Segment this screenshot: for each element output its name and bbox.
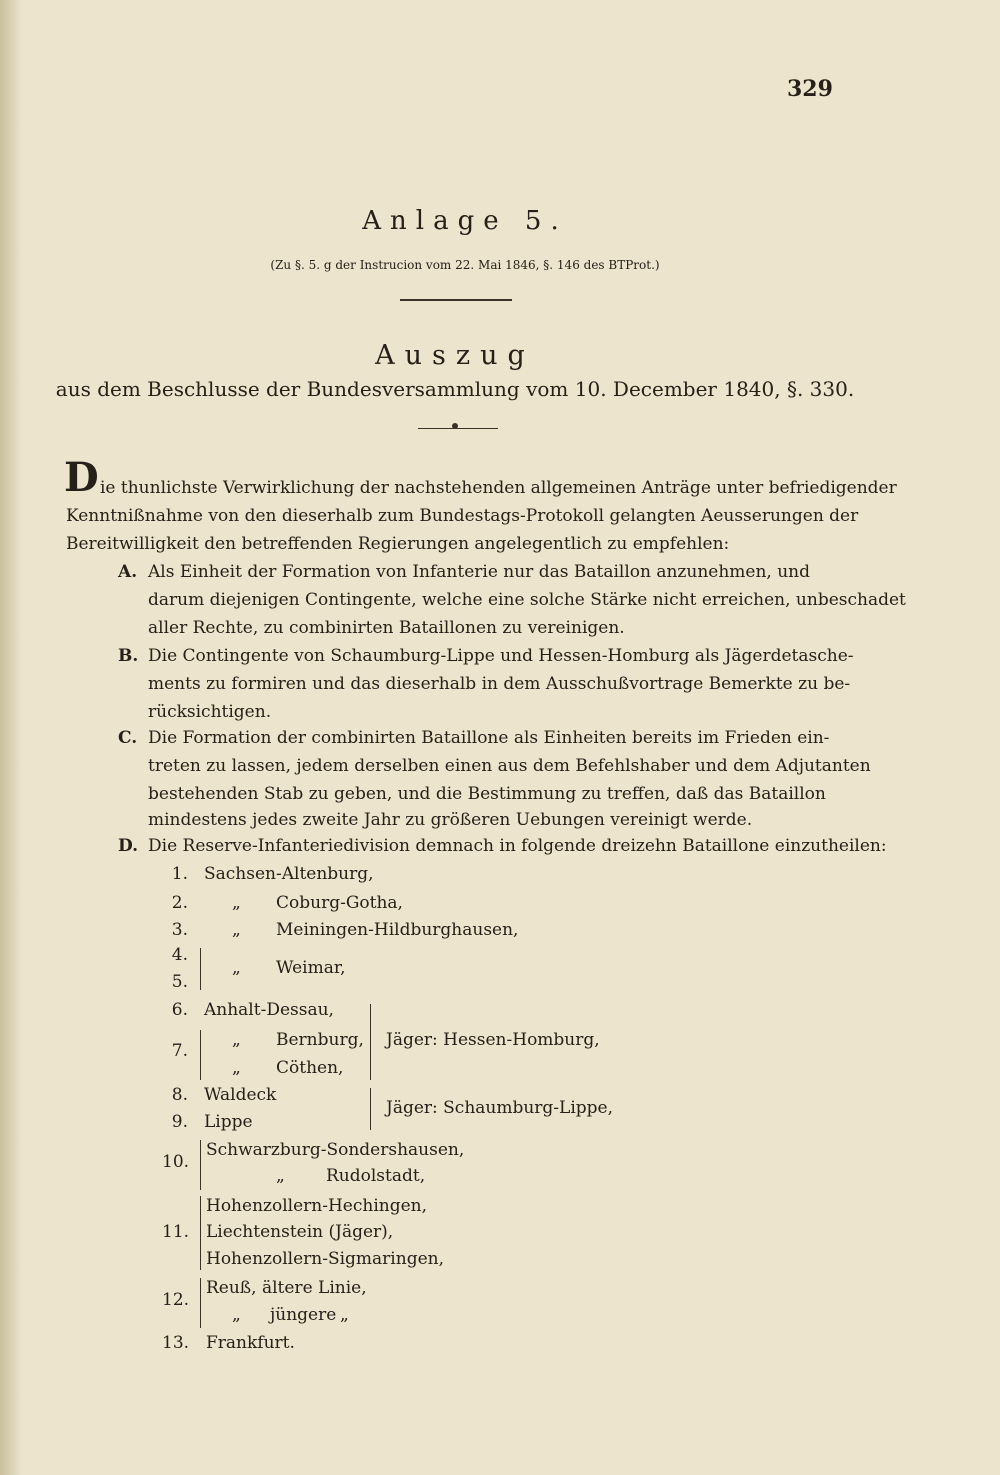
- battalion-name: Coburg-Gotha,: [276, 893, 403, 913]
- battalion-number: 6.: [171, 1000, 188, 1020]
- battalion-number: 8.: [171, 1085, 188, 1105]
- ditto-mark: „: [232, 1305, 241, 1325]
- item-label-a: A.: [118, 562, 138, 582]
- battalion-number: 4.: [171, 945, 188, 965]
- brace: [200, 948, 201, 990]
- item-line: ments zu formiren und das dieserhalb in dem Ausschußvortrage Bemerkte zu be-: [148, 674, 851, 694]
- battalion-number: 11.: [162, 1222, 190, 1242]
- page-number: 329: [787, 76, 833, 102]
- brace: [200, 1278, 201, 1328]
- auszug-title: Auszug: [375, 340, 535, 371]
- item-line: aller Rechte, zu combinirten Bataillonen zu vereinigen.: [148, 618, 625, 638]
- item-line: Als Einheit der Formation von Infanterie nur das Bataillon anzunehmen, und: [148, 562, 811, 582]
- item-line: Die Reserve-Infanteriedivision demnach in folgende dreizehn Bataillone einzutheilen:: [148, 836, 887, 856]
- item-line: rücksichtigen.: [148, 702, 272, 722]
- ditto-mark: „: [232, 893, 241, 913]
- battalion-name: Hohenzollern-Sigmaringen,: [206, 1249, 444, 1269]
- intro-line: ie thunlichste Verwirklichung der nachstehenden allgemeinen Anträge unter befriedigender: [100, 478, 897, 498]
- ornament-rule: [418, 428, 498, 429]
- ditto-mark: „: [340, 1305, 349, 1325]
- battalion-name: Liechtenstein (Jäger),: [206, 1222, 394, 1242]
- item-line: bestehenden Stab zu geben, und die Bestimmung zu treffen, daß das Bataillon: [148, 784, 826, 804]
- auszug-subtitle: aus dem Beschlusse der Bundesversammlung vom 10. December 1840, §. 330.: [55, 377, 855, 401]
- battalion-number: 2.: [171, 893, 188, 913]
- battalion-name: Lippe: [204, 1112, 253, 1132]
- battalion-name: Meiningen-Hildburghausen,: [276, 920, 519, 940]
- item-line: Die Contingente von Schaumburg-Lippe und Hessen-Homburg als Jägerdetasche-: [148, 646, 854, 666]
- drop-cap: D: [64, 454, 99, 501]
- ditto-mark: „: [232, 1058, 241, 1078]
- battalion-number: 3.: [171, 920, 188, 940]
- intro-line: Bereitwilligkeit den betreffenden Regierungen angelegentlich zu empfehlen:: [66, 534, 730, 554]
- item-line: treten zu lassen, jedem derselben einen aus dem Befehlshaber und dem Adjutanten: [148, 756, 871, 776]
- brace: [370, 1088, 371, 1130]
- battalion-number: 13.: [162, 1333, 190, 1353]
- battalion-number: 5.: [171, 972, 188, 992]
- item-label-c: C.: [118, 728, 138, 748]
- jaeger-assignment: Jäger: Schaumburg-Lippe,: [386, 1098, 614, 1118]
- brace: [200, 1196, 201, 1270]
- battalion-name: Schwarzburg-Sondershausen,: [206, 1140, 465, 1160]
- item-line: Die Formation der combinirten Bataillone als Einheiten bereits im Frieden ein-: [148, 728, 830, 748]
- anlage-reference: (Zu §. 5. g der Instrucion vom 22. Mai 1846, §. 146 des BTProt.): [270, 258, 660, 272]
- item-line: darum diejenigen Contingente, welche eine solche Stärke nicht erreichen, unbeschadet: [148, 590, 906, 610]
- brace: [200, 1030, 201, 1080]
- intro-line: Kenntnißnahme von den dieserhalb zum Bundestags-Protokoll gelangten Aeusserungen der: [66, 506, 859, 526]
- ditto-mark: „: [232, 1030, 241, 1050]
- battalion-name: Bernburg,: [276, 1030, 364, 1050]
- battalion-name: Waldeck: [204, 1085, 277, 1105]
- battalion-number: 10.: [162, 1152, 190, 1172]
- item-line: mindestens jedes zweite Jahr zu größeren Uebungen vereinigt werde.: [148, 810, 753, 830]
- battalion-name: Frankfurt.: [206, 1333, 295, 1353]
- ditto-mark: „: [232, 920, 241, 940]
- battalion-number: 1.: [171, 864, 188, 884]
- battalion-name: Reuß, ältere Linie,: [206, 1278, 367, 1298]
- item-label-b: B.: [118, 646, 139, 666]
- battalion-name: Weimar,: [276, 958, 346, 978]
- brace: [370, 1004, 371, 1080]
- battalion-name: Sachsen-Altenburg,: [204, 864, 374, 884]
- battalion-name: Hohenzollern-Hechingen,: [206, 1196, 427, 1216]
- battalion-number: 9.: [171, 1112, 188, 1132]
- battalion-name: jüngere: [270, 1305, 337, 1325]
- battalion-name: Rudolstadt,: [326, 1166, 426, 1186]
- anlage-title: Anlage 5.: [362, 206, 568, 236]
- ditto-mark: „: [232, 958, 241, 978]
- item-label-d: D.: [118, 836, 139, 856]
- battalion-name: Anhalt-Dessau,: [204, 1000, 334, 1020]
- brace: [200, 1140, 201, 1190]
- jaeger-assignment: Jäger: Hessen-Homburg,: [386, 1030, 600, 1050]
- battalion-name: Cöthen,: [276, 1058, 344, 1078]
- divider-rule: [400, 299, 512, 301]
- ornament-dot: [452, 423, 458, 429]
- battalion-number: 7.: [171, 1041, 188, 1061]
- ditto-mark: „: [276, 1166, 285, 1186]
- battalion-number: 12.: [162, 1290, 190, 1310]
